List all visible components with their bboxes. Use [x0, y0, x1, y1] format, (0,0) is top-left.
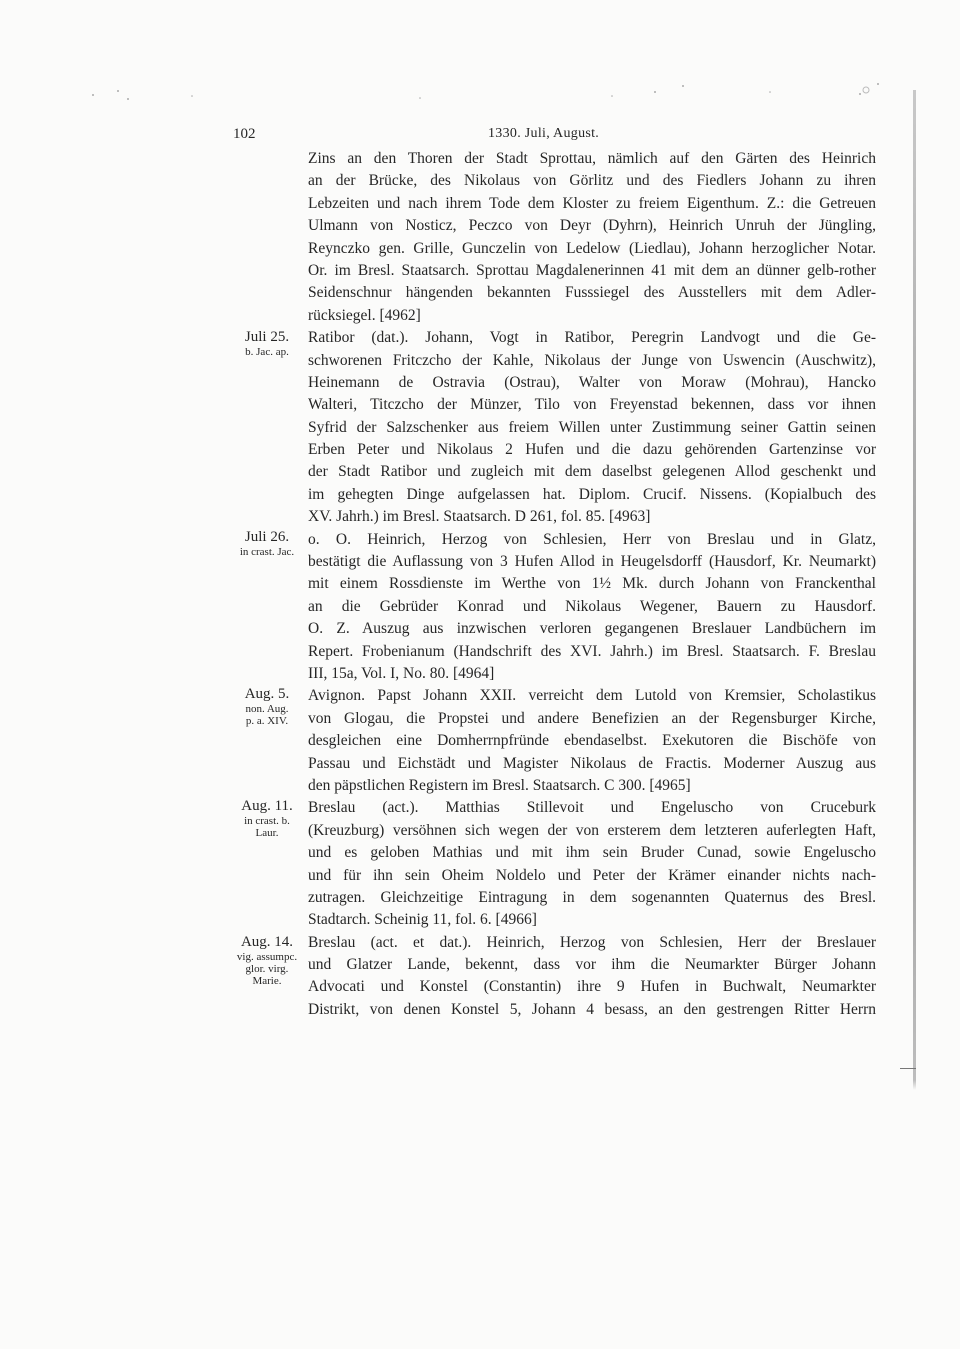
- margin-subnote: b. Jac. ap.: [245, 346, 289, 358]
- margin-note: [226, 330, 308, 358]
- text-line: Reynczko gen. Grille, Gunczelin von Ledelow (Liedlau), Johann herzoglicher Notar.: [308, 239, 876, 257]
- margin-subnote: Marie.: [252, 975, 282, 987]
- margin-note: [226, 530, 308, 558]
- text-line: o. O. Heinrich, Herzog von Schlesien, Herr von Breslau und in Glatz,: [308, 530, 876, 548]
- text-line: an der Brücke, des Nikolaus von Görlitz und des Fiedlers Johann zu ihren: [308, 172, 876, 190]
- text-line: Walteri, Titczcho der Münzer, Tilo von Freyenstad bekennen, dass vor ihnen: [308, 396, 876, 414]
- running-header: 1330. Juli, August.: [488, 126, 600, 141]
- text-line: und Glatzer Lande, bekennt, dass vor ihm die Neumarkter Bürger Johann: [308, 956, 876, 974]
- margin-subnote: non. Aug.: [245, 703, 289, 715]
- text-line: im gehegten Dinge aufgelassen hat. Diplom. Crucif. Nissens. (Kopialbuch des: [308, 485, 876, 503]
- text-line: mit einem Rossdienste im Werthe von 1½ Mk. durch Johann von Franckenthal: [308, 575, 876, 593]
- text-line: und es geloben Mathias und mit ihm sein Bruder Cunad, sowie Engeluscho: [308, 844, 876, 862]
- text-line: Stadtarch. Scheinig 11, fol. 6. [4966]: [308, 911, 537, 929]
- scan-edge-line: [913, 0, 916, 1349]
- text-line: Ulmann von Nosticz, Peczco von Deyr (Dyhrn), Heinrich Unruh der Jüngling,: [308, 217, 876, 235]
- text-line: Or. im Bresl. Staatsarch. Sprottau Magdalenerinnen 41 mit dem an dünner gelb-rother: [308, 261, 876, 279]
- text-line: desgleichen eine Domherrnpfründe ebendaselbst. Exekutoren die Bischöfe von: [308, 732, 876, 750]
- text-line: Syfrid der Salzschenker aus freiem Willen unter Zustimmung seiner Gattin seinen: [308, 418, 876, 436]
- text-line: Breslau (act.). Matthias Stillevoit und Engeluscho von Cruceburk: [308, 799, 876, 817]
- text-line: bestätigt die Auflassung von 3 Hufen Allod in Heugelsdorff (Hausdorf, Kr. Neumarkt): [308, 553, 876, 571]
- margin-subnote: p. a. XIV.: [245, 715, 289, 727]
- text-line: O. Z. Auszug aus inzwischen verloren gegangenen Breslauer Landbüchern im: [308, 620, 876, 638]
- margin-subnote: in crast. b.: [244, 815, 290, 827]
- text-line: Passau und Eichstädt und Magister Nikolaus de Fractis. Moderner Auszug aus: [308, 754, 876, 772]
- text-line: Seidenschnur hängenden bekannten Fusssiegel des Ausstellers mit dem Adler-: [308, 284, 876, 302]
- margin-subnote: in crast. Jac.: [239, 546, 295, 558]
- margin-subnote: vig. assumpc.: [236, 951, 298, 963]
- margin-subnote: Laur.: [255, 827, 279, 839]
- scan-noise: [0, 0, 960, 130]
- scan-edge-tick: [900, 1068, 916, 1069]
- margin-date: Aug. 14.: [240, 934, 294, 950]
- margin-date: Juli 26.: [244, 529, 290, 545]
- text-line: Zins an den Thoren der Stadt Sprottau, nämlich auf den Gärten des Heinrich: [308, 150, 876, 167]
- margin-note: [226, 935, 308, 987]
- text-line: schworenen Fritczcho der Kahle, Nikolaus der Junge von Uswencin (Auschwitz),: [308, 351, 876, 369]
- margin-note: [226, 799, 308, 839]
- margin-date: Aug. 5.: [244, 686, 290, 702]
- text-line: der Stadt Ratibor und zugleich mit dem daselbst gelegenen Allod geschenkt und: [308, 463, 876, 481]
- text-line: Advocati und Konstel (Constantin) ihre 9 Hufen in Buchwalt, Neumarkter: [308, 978, 876, 996]
- text-line: Lebzeiten und nach ihrem Tode dem Kloster zu freiem Eigenthum. Z.: die Getreuen: [308, 194, 876, 212]
- margin-date: Aug. 11.: [241, 798, 293, 814]
- text-line: Ratibor (dat.). Johann, Vogt in Ratibor, Peregrin Landvogt und die Ge-: [308, 329, 876, 347]
- text-line: III, 15a, Vol. I, No. 80. [4964]: [308, 664, 495, 682]
- text-line: und für ihn sein Oheim Noldelo und Peter der Krämer einander nichts nach-: [308, 866, 876, 884]
- text-line: rücksiegel. [4962]: [308, 306, 421, 324]
- text-line: zutragen. Gleichzeitige Eintragung in dem sogenannten Quaternus des Bresl.: [308, 888, 876, 906]
- text-line: (Kreuzburg) versöhnen sich wegen der von ersterem dem letzteren auferlegten Haft,: [308, 821, 876, 839]
- text-line: Distrikt, von denen Konstel 5, Johann 4 besass, an den gestrengen Ritter Herrn: [308, 1000, 876, 1018]
- text-line: den päpstlichen Registern im Bresl. Staatsarch. C 300. [4965]: [308, 776, 691, 794]
- page-number: 102: [233, 126, 256, 142]
- margin-date: Juli 25.: [244, 329, 290, 345]
- text-line: Repert. Frobenianum (Handschrift des XVI. Jahrh.) im Bresl. Staatsarch. F. Breslau: [308, 642, 876, 660]
- body-text: [308, 148, 876, 1021]
- text-line: Erben Peter und Nikolaus 2 Hufen und die dazu gehörenden Gartenzinse vor: [308, 441, 876, 459]
- text-line: Heinemann de Ostravia (Ostrau), Walter von Moraw (Mohrau), Hancko: [308, 373, 876, 391]
- text-line: XV. Jahrh.) im Bresl. Staatsarch. D 261, fol. 85. [4963]: [308, 508, 651, 526]
- margin-subnote: glor. virg.: [245, 963, 289, 975]
- text-line: Breslau (act. et dat.). Heinrich, Herzog von Schlesien, Herr der Breslauer: [308, 933, 876, 951]
- margin-note: [226, 687, 308, 727]
- text-line: von Glogau, die Propstei und andere Benefizien an der Regensburger Kirche,: [308, 709, 876, 727]
- text-line: an die Gebrüder Konrad und Nikolaus Wegener, Bauern zu Hausdorf.: [308, 597, 876, 615]
- text-line: Avignon. Papst Johann XXII. verreicht dem Lutold von Kremsier, Scholastikus: [308, 687, 876, 705]
